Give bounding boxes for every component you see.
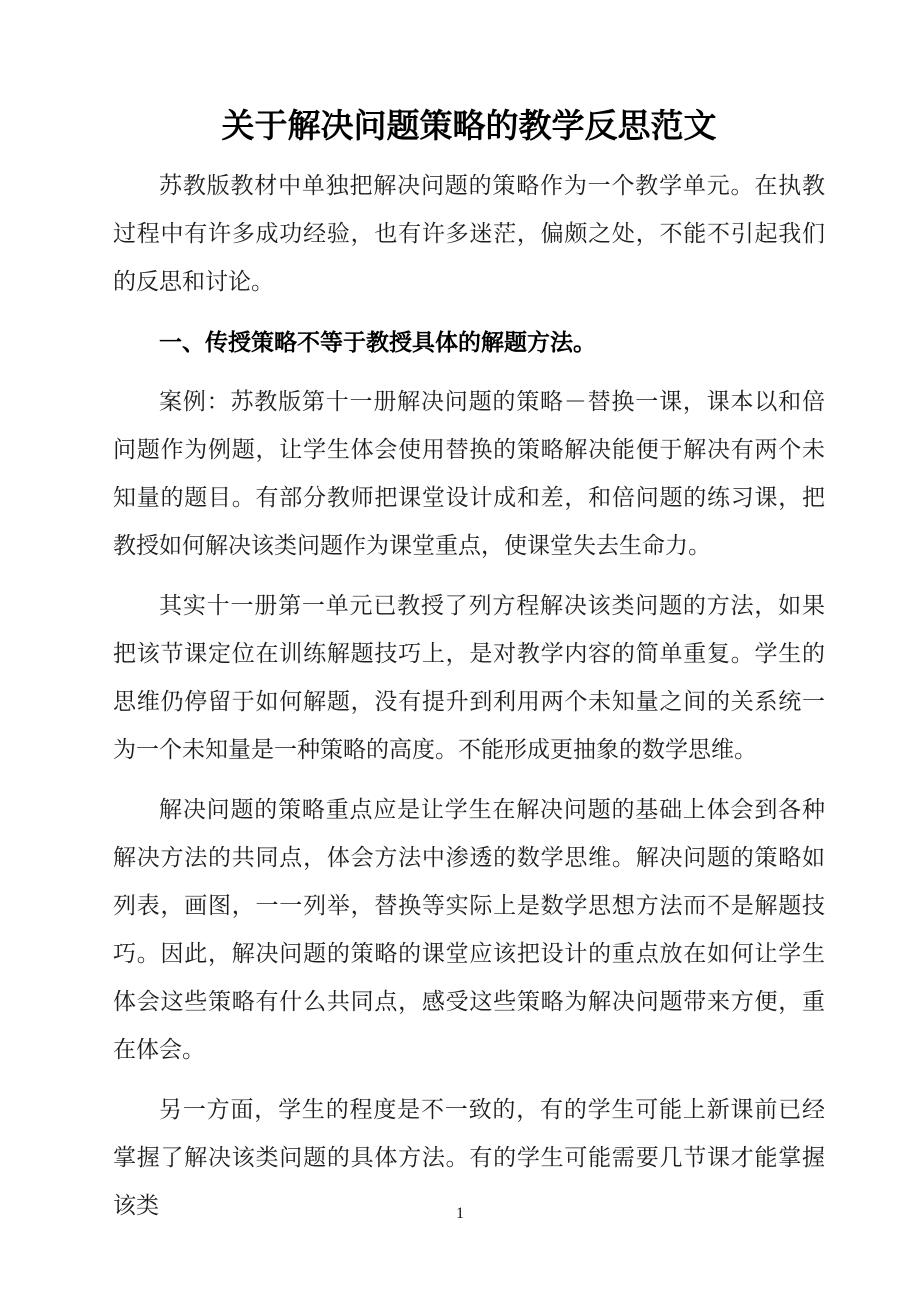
page-number: 1 xyxy=(456,1205,464,1222)
paragraph-student-levels: 另一方面，学生的程度是不一致的，有的学生可能上新课前已经掌握了解决该类问题的具体方法。有的学生可能需要几节课才能掌握该类 xyxy=(113,1097,825,1218)
section-heading-1: 一、传授策略不等于教授具体的解题方法。 xyxy=(159,329,596,355)
paragraph-case-example: 案例：苏教版第十一册解决问题的策略－替换一课，课本以和倍问题作为例题，让学生体会使用替换的策略解决能便于解决有两个未知量的题目。有部分教师把课堂设计成和差，和倍问题的练习课，把教授如何解决该类问题作为课堂重点，使课堂失去生命力。 xyxy=(113,389,825,558)
paragraph-intro: 苏教版教材中单独把解决问题的策略作为一个教学单元。在执教过程中有许多成功经验，也有许多迷茫，偏颇之处，不能不引起我们的反思和讨论。 xyxy=(113,173,825,294)
document-body xyxy=(113,0,825,1242)
document-title: 关于解决问题策略的教学反思范文 xyxy=(221,107,717,144)
paragraph-strategy-focus: 解决问题的策略重点应是让学生在解决问题的基础上体会到各种解决方法的共同点，体会方法中渗透的数学思维。解决问题的策略如列表，画图，一一列举，替换等实际上是数学思想方法而不是解题技巧。因此，解决问题的策略的课堂应该把设计的重点放在如何让学生体会这些策略有什么共同点，感受这些策略为解决问题带来方便，重在体会。 xyxy=(113,797,825,1062)
paragraph-analysis: 其实十一册第一单元已教授了列方程解决该类问题的方法，如果把该节课定位在训练解题技巧上，是对教学内容的简单重复。学生的思维仍停留于如何解题，没有提升到利用两个未知量之间的关系统一为一个未知量是一种策略的高度。不能形成更抽象的数学思维。 xyxy=(113,593,825,762)
